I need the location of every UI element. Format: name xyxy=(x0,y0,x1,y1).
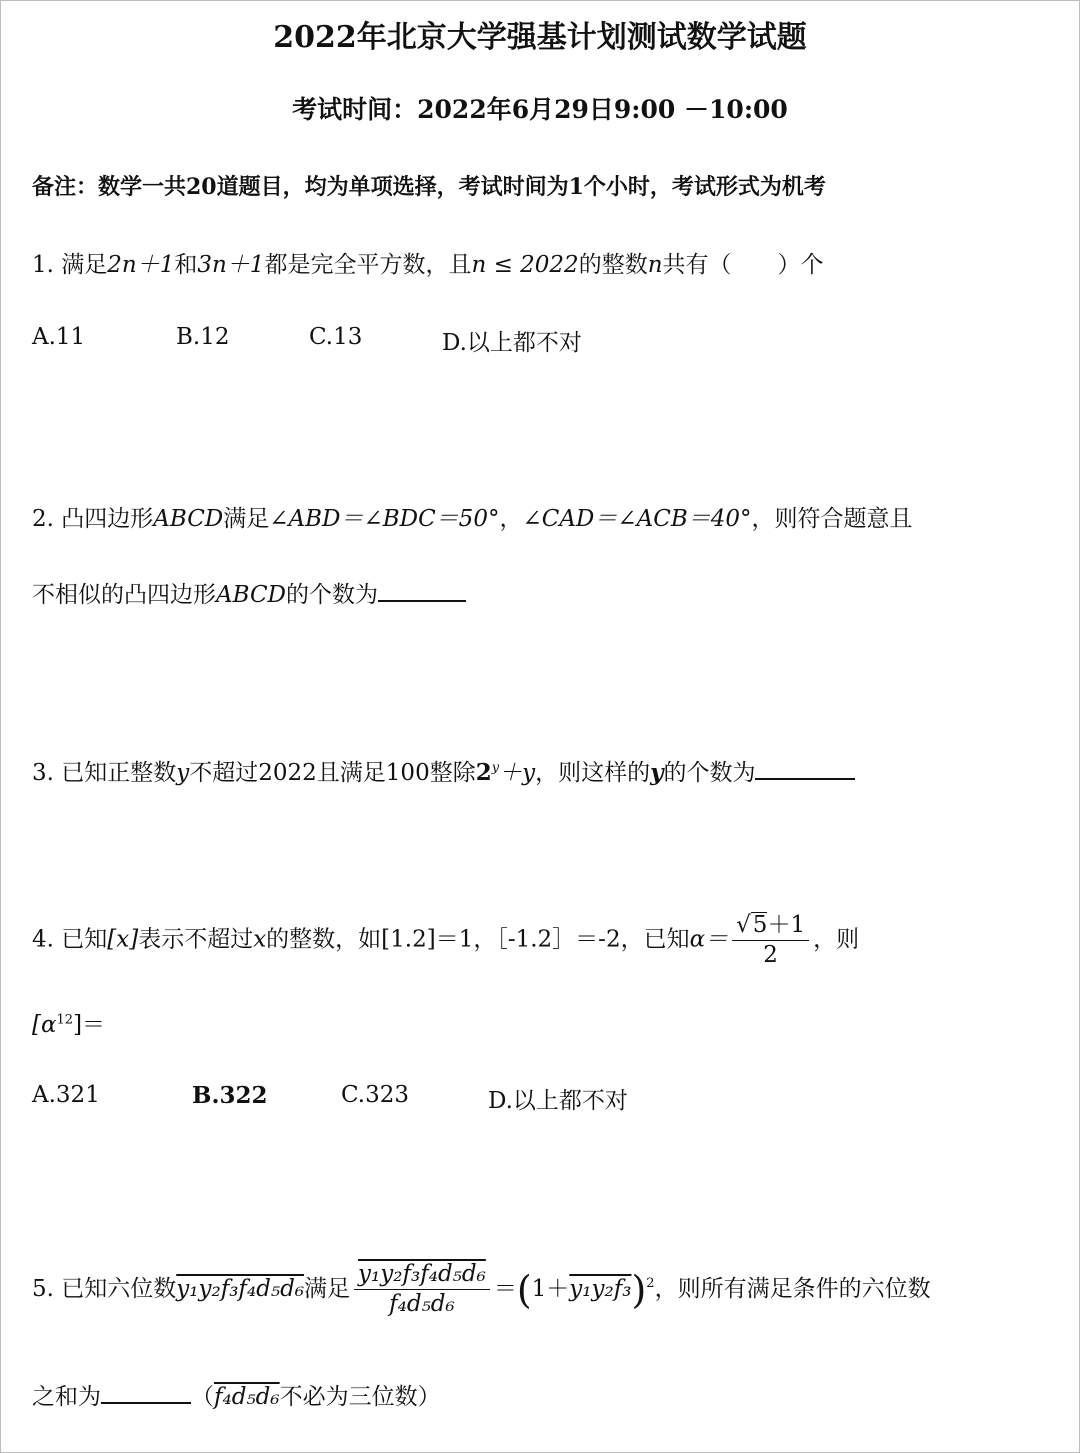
q1-option-d: D.以上都不对 xyxy=(442,330,582,356)
page-title: 2022年北京大学强基计划测试数学试题 xyxy=(273,20,807,55)
q5-expr: ＝ xyxy=(493,1275,517,1302)
q4-text: 的整数，如[1.2]＝1，［-1.2］＝-2，已知 xyxy=(266,926,690,953)
left-paren: ( xyxy=(516,1267,532,1312)
q5-expr-overline: y₁y₂f₃f₄d₅d₆ xyxy=(176,1275,305,1302)
q5-fraction-denominator: f₄d₅d₆ xyxy=(389,1291,455,1318)
q3-text: 的个数为 xyxy=(663,760,756,786)
q4-text: 4. 已知 xyxy=(32,926,108,953)
sqrt-radicand: 5 xyxy=(752,912,768,938)
question-5-line-1 xyxy=(32,1262,931,1318)
q3-text: ，则这样的 xyxy=(535,760,651,786)
q5-expr-overline: f₄d₅d₆ xyxy=(214,1384,280,1410)
q4-option-c: C.323 xyxy=(341,1082,409,1108)
q2-expr: ABCD xyxy=(153,506,224,532)
exam-time: 考试时间：2022年6月29日9:00 －10:00 xyxy=(292,95,788,124)
q5-text: ，则所有满足条件的六位数 xyxy=(654,1275,931,1302)
q1-option-c: C.13 xyxy=(309,324,363,350)
q4-fraction-denominator: 2 xyxy=(763,942,778,969)
question-1 xyxy=(32,246,824,279)
q2-text: 2. 凸四边形 xyxy=(32,506,154,532)
q1-expr: 3n＋1 xyxy=(197,252,265,278)
q3-text: 3. 已知正整数 xyxy=(32,760,177,786)
q4-expr: ]＝ xyxy=(73,1012,106,1038)
q5-text: 不必为三位数） xyxy=(279,1384,441,1410)
q2-expr: ABCD xyxy=(216,582,286,608)
q5-fraction xyxy=(354,1262,490,1318)
q1-expr: n ≤ 2022 xyxy=(471,252,579,278)
q4-exponent: 12 xyxy=(56,1012,74,1028)
q2-expr: ∠CAD＝∠ACB＝40° xyxy=(522,506,752,532)
q4-fraction xyxy=(732,912,809,969)
q2-text: 的个数为 xyxy=(285,582,378,608)
q1-expr: 2n＋1 xyxy=(107,252,175,278)
q2-expr: ∠ABD＝∠BDC＝50° xyxy=(269,506,500,532)
q2-answer-blank xyxy=(378,582,466,602)
question-3 xyxy=(32,754,855,787)
question-5-line-2 xyxy=(32,1378,441,1411)
q1-text: 共有（ ）个 xyxy=(662,252,824,278)
q1-text: 都是完全平方数，且 xyxy=(264,252,472,278)
q5-text: 满足 xyxy=(304,1275,351,1302)
q5-text: 之和为 xyxy=(32,1384,101,1410)
q4-option-d: D.以上都不对 xyxy=(488,1088,628,1114)
q4-numerator-tail: ＋1 xyxy=(767,912,806,938)
question-4-line-2 xyxy=(32,1006,105,1039)
q2-text: ， xyxy=(499,506,523,532)
q1-option-a: A.11 xyxy=(32,324,86,350)
q5-text: （ xyxy=(191,1384,214,1410)
question-2-line-2 xyxy=(32,576,466,609)
q1-text: 和 xyxy=(174,252,198,278)
q5-text: 5. 已知六位数 xyxy=(32,1275,177,1302)
q5-expr-overline: y₁y₂f₃ xyxy=(569,1275,632,1302)
q5-answer-blank xyxy=(101,1384,191,1404)
right-paren: ) xyxy=(631,1267,647,1312)
q3-exponent: y xyxy=(491,760,500,776)
q3-expr: y xyxy=(650,759,664,786)
q1-text: 1. 满足 xyxy=(32,252,108,278)
exam-note: 备注：数学一共20道题目，均为单项选择，考试时间为1个小时，考试形式为机考 xyxy=(32,174,826,200)
q3-expr: 2 xyxy=(475,759,492,786)
q3-expr: y xyxy=(176,760,190,786)
q3-expr: ＋y xyxy=(499,760,536,786)
q5-fraction-numerator: y₁y₂f₃f₄d₅d₆ xyxy=(354,1262,490,1290)
q3-text: 不超过2022且满足100整除 xyxy=(189,760,476,786)
q4-expr: [x] xyxy=(107,926,139,953)
q5-expr: 1＋ xyxy=(531,1275,570,1302)
q1-option-b: B.12 xyxy=(176,324,230,350)
q1-expr: n xyxy=(647,252,663,278)
q4-fraction-numerator: √5＋1 xyxy=(732,912,809,941)
q4-text: ，则 xyxy=(813,926,860,953)
q5-exponent: 2 xyxy=(646,1276,655,1292)
q2-text: 满足 xyxy=(223,506,270,532)
q4-text: 表示不超过 xyxy=(138,926,254,953)
q4-expr: α＝ xyxy=(689,926,729,953)
q1-text: 的整数 xyxy=(578,252,648,278)
q2-text: ，则符合题意且 xyxy=(751,506,913,532)
q2-text: 不相似的凸四边形 xyxy=(32,582,216,608)
question-4-line-1 xyxy=(32,912,859,969)
q4-expr: x xyxy=(253,926,267,953)
question-2-line-1 xyxy=(32,500,913,533)
q4-expr: [α xyxy=(32,1012,57,1038)
q4-option-b: B.322 xyxy=(192,1082,268,1109)
q3-answer-blank xyxy=(755,760,855,780)
q4-option-a: A.321 xyxy=(32,1082,100,1108)
